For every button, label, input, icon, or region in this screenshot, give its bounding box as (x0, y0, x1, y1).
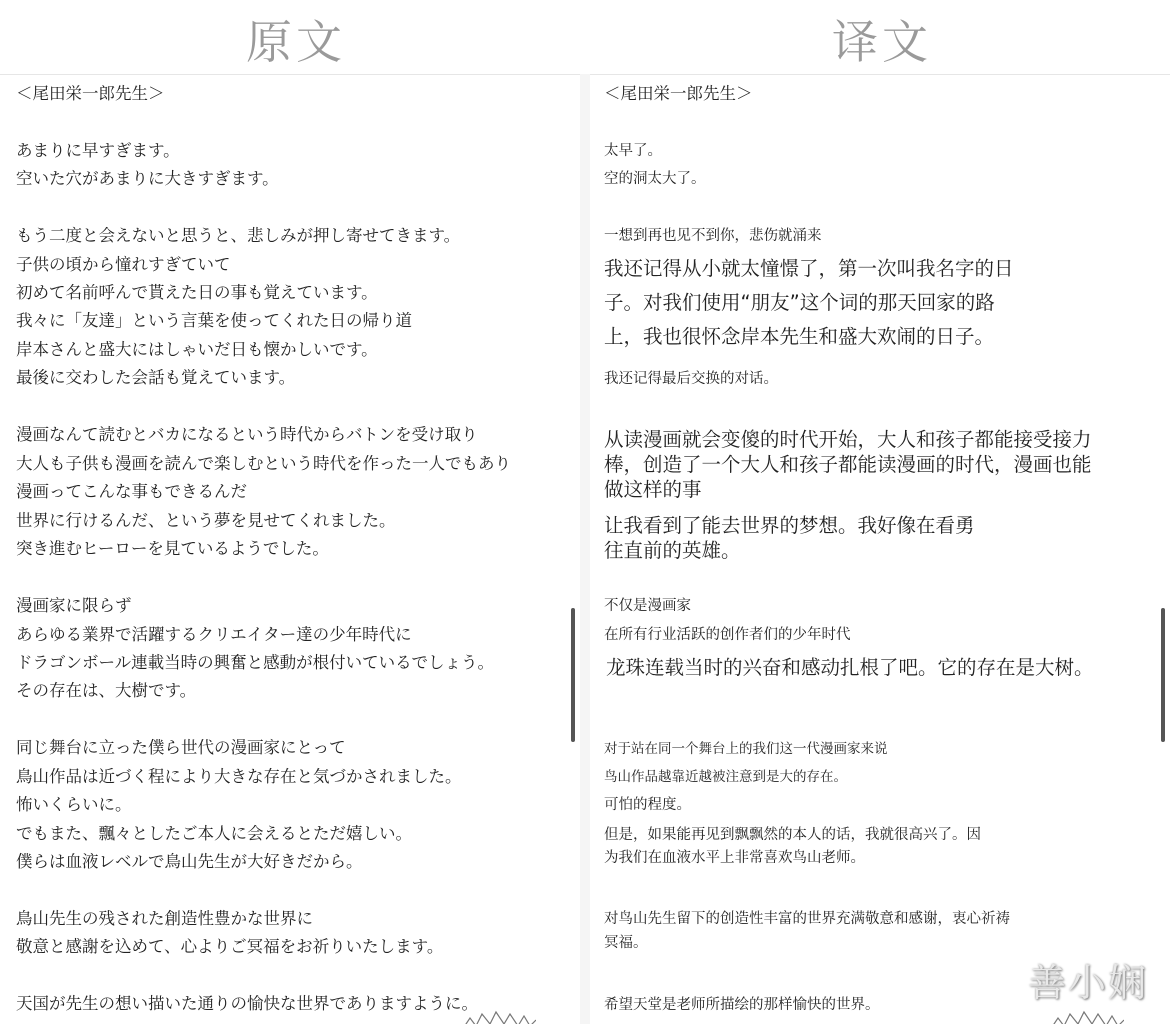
comic-burst-icon (1050, 1010, 1124, 1024)
original-text-pane[interactable] (0, 74, 580, 1024)
original-line: その存在は、大樹です。 (16, 681, 197, 700)
original-line: もう二度と会えないと思うと、悲しみが押し寄せてきます。 (16, 226, 461, 245)
translation-title: 译文 (832, 15, 932, 69)
translation-line: 太早了。 (604, 143, 662, 159)
original-line: 空いた穴があまりに大きすぎます。 (16, 169, 279, 188)
original-line: 子供の頃から憧れすぎていて (16, 255, 231, 274)
original-line: 世界に行けるんだ、という夢を見せてくれました。 (16, 511, 396, 530)
translation-line: 鸟山作品越靠近越被注意到是大的存在。 (604, 769, 847, 785)
translation-line: 空的洞太大了。 (604, 171, 706, 187)
original-line: 漫画家に限らず (16, 596, 132, 615)
translation-line: 对鸟山先生留下的创造性丰富的世界充满敬意和感谢，衷心祈祷 (604, 911, 1010, 927)
translation-line: 为我们在血液水平上非常喜欢鸟山老师。 (604, 850, 865, 866)
comic-burst-icon (462, 1010, 536, 1024)
translation-line: ＜尾田栄一郎先生＞ (604, 84, 753, 103)
pane-divider (580, 74, 590, 1024)
original-line: 怖いくらいに。 (16, 795, 132, 814)
translation-line: 往直前的英雄。 (604, 539, 741, 562)
original-line: 鳥山先生の残された創造性豊かな世界に (16, 909, 313, 928)
original-line: 天国が先生の想い描いた通りの愉快な世界でありますように。 (16, 994, 478, 1013)
original-line: 我々に「友達」という言葉を使ってくれた日の帰り道 (16, 311, 412, 330)
translation-line: 但是，如果能再见到飘飘然的本人的话，我就很高兴了。因 (604, 827, 981, 843)
translation-line: 上，我也很怀念岸本先生和盛大欢闹的日子。 (604, 325, 995, 348)
translation-line: 不仅是漫画家 (604, 598, 691, 614)
translation-line: 希望天堂是老师所描绘的那样愉快的世界。 (604, 997, 880, 1013)
translation-line: 对于站在同一个舞台上的我们这一代漫画家来说 (604, 741, 888, 757)
original-line: ＜尾田栄一郎先生＞ (16, 84, 165, 103)
translation-line: 一想到再也见不到你，悲伤就涌来 (604, 228, 822, 244)
original-line: ドラゴンボール連載当時の興奮と感動が根付いているでしょう。 (16, 653, 495, 672)
original-line: あまりに早すぎます。 (16, 141, 180, 160)
original-line: 初めて名前呼んで貰えた日の事も覚えています。 (16, 283, 378, 302)
original-line: 漫画なんて読むとバカになるという時代からバトンを受け取り (16, 425, 478, 444)
translation-line: 龙珠连载当时的兴奋和感动扎根了吧。它的存在是大树。 (606, 656, 1094, 679)
translation-line: 从读漫画就会变傻的时代开始，大人和孩子都能接受接力 (604, 428, 1092, 451)
original-line: でもまた、飄々としたご本人に会えるとただ嬉しい。 (16, 824, 412, 843)
translation-scrollbar[interactable] (1161, 608, 1165, 742)
translation-line: 在所有行业活跃的创作者们的少年时代 (604, 627, 851, 643)
original-line: 大人も子供も漫画を読んで楽しむという時代を作った一人でもあり (16, 454, 511, 473)
original-line: 鳥山作品は近づく程により大きな存在と気づかされました。 (16, 767, 462, 786)
original-line: 漫画ってこんな事もできるんだ (16, 482, 247, 501)
original-line: 突き進むヒーローを見ているようでした。 (16, 539, 329, 558)
translation-line: 冥福。 (604, 935, 648, 951)
translation-line: 子。对我们使用“朋友”这个词的那天回家的路 (604, 291, 995, 314)
original-line: 岸本さんと盛大にはしゃいだ日も懐かしいです。 (16, 340, 378, 359)
translation-line: 我还记得从小就太憧憬了，第一次叫我名字的日 (604, 257, 1014, 280)
translation-text-pane[interactable] (590, 74, 1170, 1024)
original-line: 最後に交わした会話も覚えています。 (16, 368, 296, 387)
translation-line: 让我看到了能去世界的梦想。我好像在看勇 (604, 514, 975, 537)
original-title: 原文 (246, 15, 346, 69)
original-line: 僕らは血液レベルで鳥山先生が大好きだから。 (16, 852, 363, 871)
original-line: 敬意と感謝を込めて、心よりご冥福をお祈りいたします。 (16, 937, 444, 956)
translation-line: 棒，创造了一个大人和孩子都能读漫画的时代，漫画也能 (604, 453, 1092, 476)
translation-line: 做这样的事 (604, 478, 702, 501)
original-line: 同じ舞台に立った僕ら世代の漫画家にとって (16, 738, 346, 757)
translation-line: 我还记得最后交换的对话。 (604, 371, 778, 387)
watermark-text: 善小娴 (1027, 961, 1148, 1005)
original-scrollbar[interactable] (571, 608, 575, 742)
translation-line: 可怕的程度。 (604, 797, 691, 813)
original-line: あらゆる業界で活躍するクリエイター達の少年時代に (16, 625, 412, 644)
